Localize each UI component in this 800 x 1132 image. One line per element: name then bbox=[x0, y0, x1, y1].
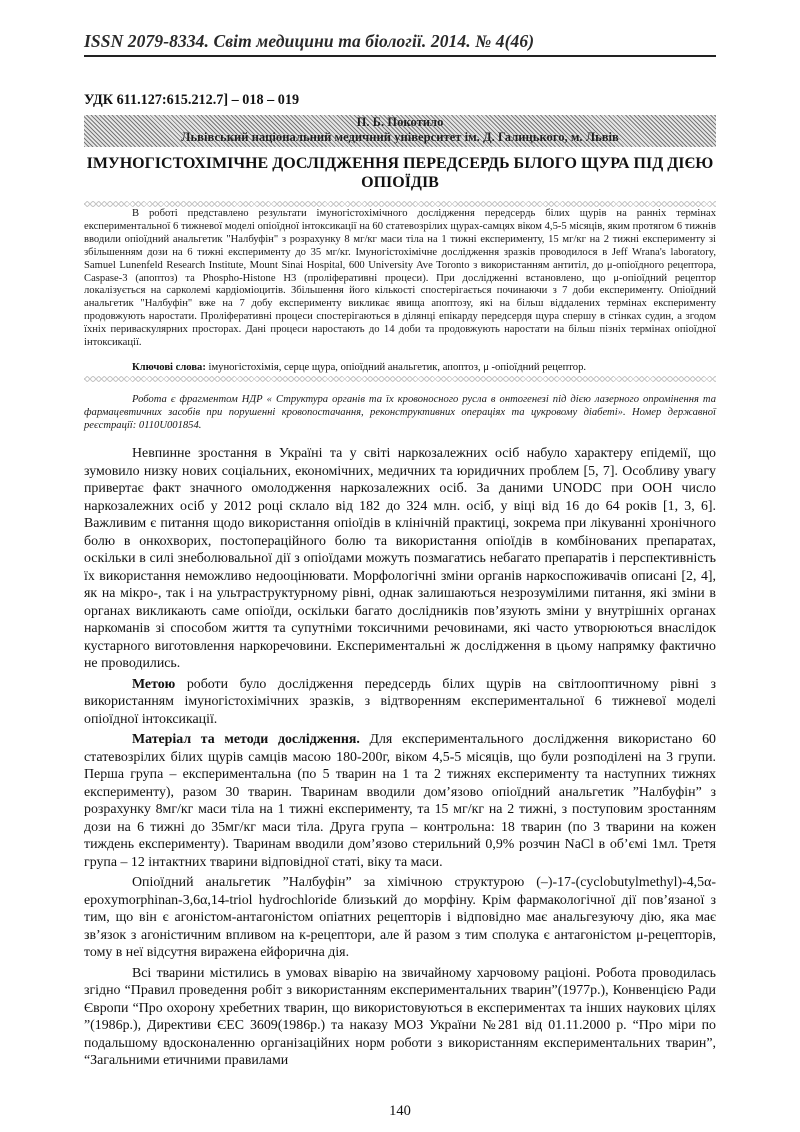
abstract bbox=[84, 208, 716, 350]
keywords bbox=[84, 362, 716, 373]
keywords-label: Ключові слова: bbox=[132, 362, 206, 373]
methods-label: Матеріал та методи дослідження. bbox=[132, 732, 360, 747]
aim-label: Метою bbox=[132, 676, 176, 692]
udc-code: УДК 611.127:615.212.7] – 018 – 019 bbox=[84, 92, 300, 108]
body-paragraph-aim bbox=[84, 676, 716, 729]
body-paragraph-drug: Опіоїдний анальгетик ”Налбуфін” за хімічною структурою (–)-17-(cyclobutylmethyl)-4,5α-epoxymorphinan-3,6α,14-triol hydrochloride близький до морфіну. Крім фармакологічної дії пов’язаної з тим, що він є агоністом-антагоністом опіатних рецепторів і відповідно має анальгезуючу дію, яка має зв’язок з агоністичним впливом на к-рецептори, але й разом з тим сполука є антагоністом μ-рецепторів, тому в неї відсутня виражена ейфорична дія. bbox=[84, 875, 716, 960]
abstract-bottom-divider bbox=[84, 376, 716, 382]
abstract-top-divider bbox=[84, 201, 716, 207]
keywords-text: імуногістохімія, серце щура, опіоїдний анальгетик, апоптоз, μ -опіоїдний рецептор. bbox=[205, 362, 587, 373]
funding-note bbox=[84, 393, 716, 432]
body-paragraph-methods bbox=[84, 731, 716, 871]
author-name: П. Б. Покотило bbox=[356, 115, 444, 129]
author-band bbox=[84, 115, 716, 147]
methods-text: Для експериментального дослідження використано 60 статевозрілих білих щурів самців масою 180-200г, віком 4,5-5 місяців, що були розподілені на 3 групи. Перша група – експериментальна (по 5 тварин на 1 та 2 тижнях експерименту та наступних тижнях експерименту), разом 30 тварин. Тваринам вводили дом’язово опіоїдний анальгетик ”Налбуфін” з розрахунку 8мг/кг маси тіла на 1 тижні експерименту, та 15 мг/кг на 2 тижні, з поступовим зростанням дози на 6 тижні до 35мг/кг маси тіла. Друга група – контрольна: 18 тварин (по 3 тварини на кожен тиждень експерименту). Тваринам вводили дом’язово стерильний 0,9% розчин NaCl в об’ємі 1мл. Третя група – 12 інтактних тварини відповідної статі, віку та маси. bbox=[84, 732, 716, 870]
page-number: 140 bbox=[389, 1103, 411, 1119]
article-body bbox=[84, 445, 716, 1073]
journal-header: ISSN 2079-8334. Світ медицини та біології. 2014. № 4(46) bbox=[84, 31, 716, 57]
author-affiliation: Львівський національний медичний університет ім. Д. Галицького, м. Львів bbox=[181, 130, 619, 144]
body-paragraph-ethics: Всі тварини містились в умовах віварію на звичайному харчовому раціоні. Робота проводилась згідно “Правил проведення робіт з використанням експериментальних тварин”(1977р.), Конвенцією Ради Європи “Про охорону хребетних тварин, що використовуються в експериментах та інших наукових цілях ”(1986р.), Директиви ЄЕС 3609(1986р.) та наказу МОЗ України №281 від 01.11.2000 р. “Про міри по подальшому вдосконаленню організаційних норм роботи з використанням експериментальних тварин”, “Загальними етичними правилами bbox=[84, 965, 716, 1068]
abstract-text: В роботі представлено результати імуногістохімічного дослідження передсердь білих щурів на ранніх термінах експериментальної 6 тижневої моделі опіоїдної інтоксикації на 60 статевозрілих щурах-самцях віком 4,5-5 місяців, яким протягом 6 тижнів вводили опіоїдний анальгетик "Налбуфін" з розрахунку 8 мг/кг маси тіла на 1 тижні експерименту, 15 мг/кг на 2 тижні експерименту зі збільшенням дози на 6 тижні експерименту до 35 мг/кг. Імуногістохімічне дослідження зразків проводилося в Jeff Wrana's laboratory, Samuel Lunenfeld Research Institute, Mount Sinai Hospital, 600 University Ave Toronto з використанням антитіл, до μ-опіоїдного рецептора, Caspase-3 (апоптоз) та Phospho-Histone H3 (проліферативні процеси). При дослідженні встановлено, що μ-опіоїдний рецептор локалізується на сарколемі кардіоміоцитів. Збільшення його кількості спостерігається починаючи з 7 доби експерименту. Опіоїдний анальгетик "Налбуфін" вже на 7 добу експерименту викликає явища апоптозу, які на більш віддалених термінах експерименту продовжують наростати. Проліферативні процеси спостерігаються в ділянці епікарду передсердя щура спершу в стінках судин, а згодом їхніх периваскулярних просторах. Дані процеси наростають до 14 доби та продовжують наростати на більш пізніх термінах опіоїдної інтоксикації. bbox=[84, 208, 716, 349]
funding-text: Робота є фрагментом НДР « Структура органів та їх кровоносного русла в онтогенезі під дією лазерного опромінення та фармацевтичних засобів при порушенні кровопостачання, реконструктивних операціях та цукровому діабеті». Номер державної реєстрації: 0110U001854. bbox=[84, 394, 716, 431]
body-paragraph-intro: Невпинне зростання в Україні та у світі наркозалежних осіб набуло характеру епідемії, що зумовило низку нових соціальних, економічних, медичних та юридичних проблем [5, 7]. Особливу увагу привертає факт значного омолодження наркозалежних осіб. За даними UNODC при ООН число наркозалежних осіб у 2012 році склало від 182 до 324 млн. осіб, у віці від 16 до 64 років [1, 3, 6]. Важливим є питання щодо використання опіоїдів в клінічній практиці, зокрема при лікуванні хронічного болю в онкохворих, постопераційного болю та використання опіоїдів в комбінованих препаратах, оскільки в силі знеболювальної дії з опіоїдами можуть позмагатись небагато препаратів і перспективність їх використання неможливо недооцінювати. Морфологічні зміни органів наркоспоживачів описані [2, 4], як на мікро-, так і на ультраструктурному рівні, однак залишаються незрозумілими питання, які зміни в органах викликають саме опіоїди, оскільки багато дослідників пов’язують зміни у внутрішніх органах наркоманів зі способом життя та супутніми токсичними речовинами, які часто утворюються внаслідок кустарного виготовлення наркоречовини. Експериментальні ж дослідження в цьому напрямку фактично не проводились. bbox=[84, 446, 716, 671]
article-title: ІМУНОГІСТОХІМІЧНЕ ДОСЛІДЖЕННЯ ПЕРЕДСЕРДЬ БІЛОГО ЩУРА ПІД ДІЄЮ ОПІОЇДІВ bbox=[86, 155, 714, 191]
aim-text: роботи було дослідження передсердь білих щурів на світлооптичному рівні з використанням імуногістохімічних зразків, з відтворенням експериментальної 6 тижневої моделі опіоїдної інтоксикації. bbox=[84, 676, 716, 727]
